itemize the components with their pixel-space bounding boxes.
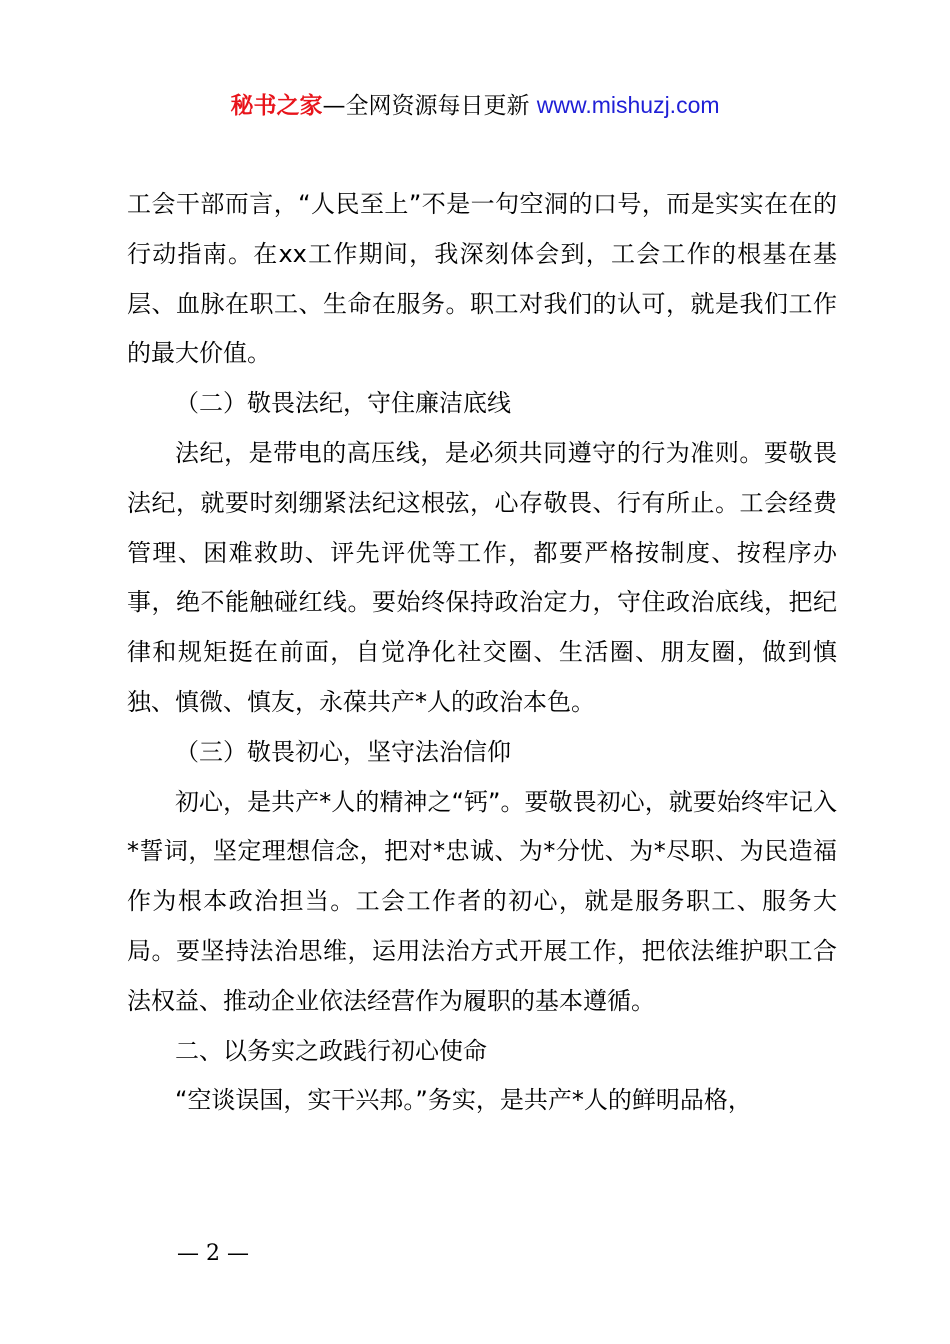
paragraph-discipline: 法纪，是带电的高压线，是必须共同遵守的行为准则。要敬畏法纪，就要时刻绷紧法纪这根弦，心存敬畏、行有所止。工会经费管理、困难救助、评先评优等工作，都要严格按制度、按程序办事，绝不能触碰红线。要始终保持政治定力，守住政治底线，把纪律和规矩挺在前面，自觉净化社交圈、生活圈、朋友圈，做到慎独、慎微、慎友，永葆共产*人的政治本色。 bbox=[127, 438, 837, 716]
main-heading-2: 二、以务实之政践行初心使命 bbox=[175, 1036, 487, 1065]
paragraph-pragmatism: “空谈误国，实干兴邦。”务实，是共产*人的鲜明品格， bbox=[175, 1086, 752, 1115]
brand-name: 秘书之家 bbox=[230, 93, 323, 119]
paragraph-continuation: 工会干部而言，“人民至上”不是一句空洞的口号，而是实实在在的行动指南。在xx工作期间，我深刻体会到，工会工作的根基在基层、血脉在职工、生命在服务。职工对我们的认可，就是我们工作的最大价值。 bbox=[127, 190, 837, 368]
paragraph-original-aspiration: 初心，是共产*人的精神之“钙”。要敬畏初心，就要始终牢记入*誓词，坚定理想信念，把对*忠诚、为*分忧、为*尽职、为民造福作为根本政治担当。工会工作者的初心，就是服务职工、服务大局。要坚持法治思维，运用法治方式开展工作，把依法维护职工合法权益、推动企业依法经营作为履职的基本遵循。 bbox=[127, 787, 837, 1015]
section-heading-2: （二）敬畏法纪，守住廉洁底线 bbox=[175, 389, 511, 418]
site-url-link[interactable]: www.mishuzj.com bbox=[536, 92, 720, 118]
section-heading-3: （三）敬畏初心，坚守法治信仰 bbox=[175, 737, 511, 766]
header-tagline: —全网资源每日更新 bbox=[322, 93, 537, 119]
page-number: — 2 — bbox=[177, 1241, 249, 1266]
document-body bbox=[127, 180, 837, 1126]
page-header bbox=[0, 88, 950, 123]
